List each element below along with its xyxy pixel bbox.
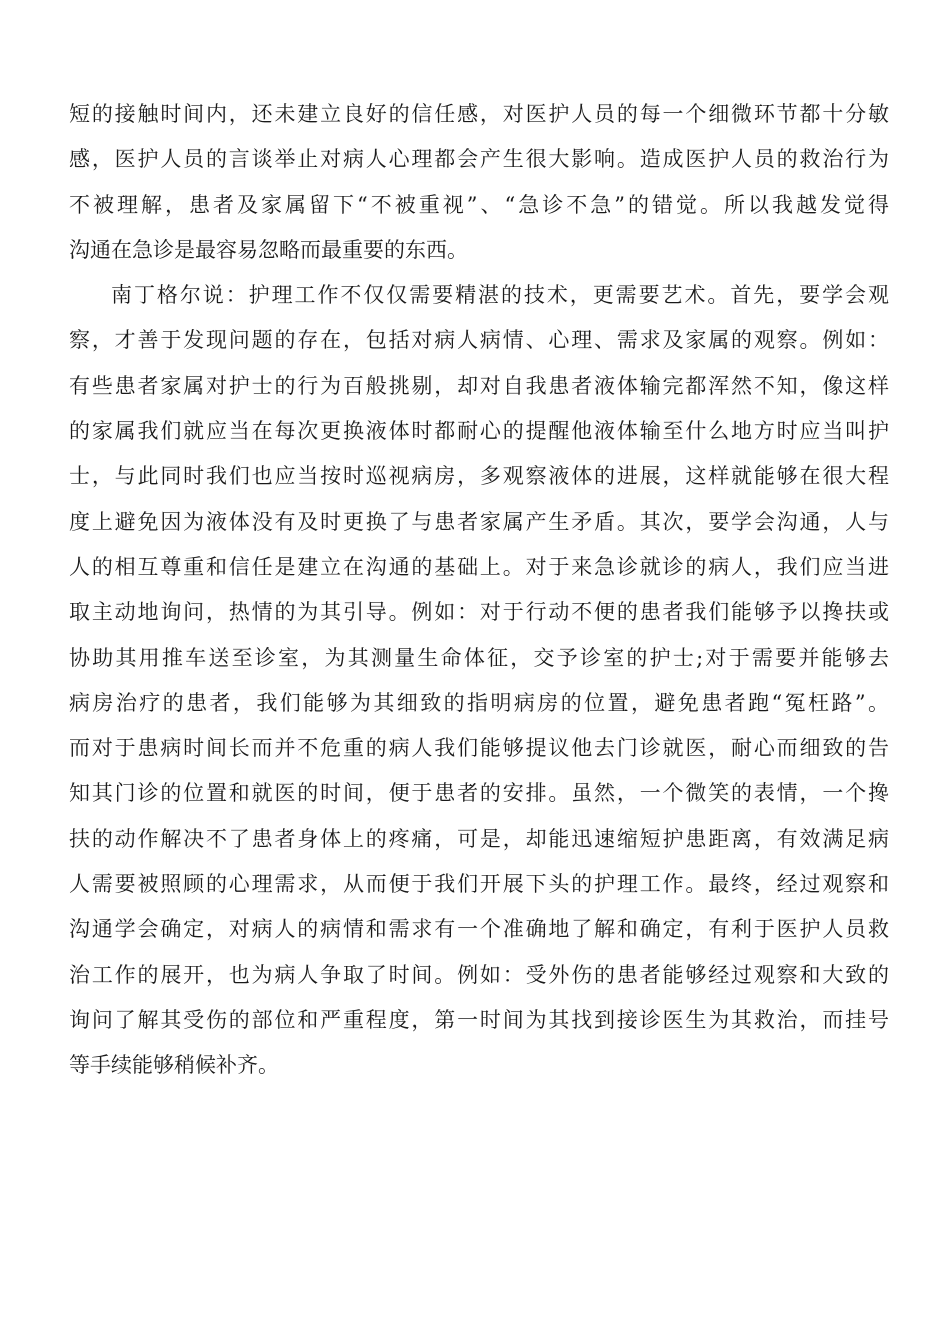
text-line: 等手续能够稍候补齐。 xyxy=(69,1053,279,1078)
text-line: 沟通在急诊是最容易忽略而最重要的东西。 xyxy=(69,237,468,262)
text-line: 感，医护人员的言谈举止对病人心理都会产生很大影响。造成医护人员的救治行为 xyxy=(69,147,889,172)
text-line: 治工作的展开，也为病人争取了时间。例如：受外伤的患者能够经过观察和大致的 xyxy=(69,962,889,987)
text-line: 南丁格尔说：护理工作不仅仅需要精湛的技术，更需要艺术。首先，要学会观 xyxy=(111,283,889,308)
text-line: 士，与此同时我们也应当按时巡视病房，多观察液体的进展，这样就能够在很大程 xyxy=(69,464,889,489)
text-line: 扶的动作解决不了患者身体上的疼痛，可是，却能迅速缩短护患距离，有效满足病 xyxy=(69,826,889,851)
text-line: 病房治疗的患者，我们能够为其细致的指明病房的位置，避免患者跑“冤枉路”。 xyxy=(69,690,889,715)
text-line: 取主动地询问，热情的为其引导。例如：对于行动不便的患者我们能够予以搀扶或 xyxy=(69,600,889,625)
text-line: 知其门诊的位置和就医的时间，便于患者的安排。虽然，一个微笑的表情，一个搀 xyxy=(69,781,889,806)
text-line: 沟通学会确定，对病人的病情和需求有一个准确地了解和确定，有利于医护人员救 xyxy=(69,917,889,942)
text-line: 而对于患病时间长而并不危重的病人我们能够提议他去门诊就医，耐心而细致的告 xyxy=(69,736,889,761)
text-line: 的家属我们就应当在每次更换液体时都耐心的提醒他液体输至什么地方时应当叫护 xyxy=(69,419,889,444)
paragraph-1 xyxy=(69,92,889,273)
document-body xyxy=(69,92,889,1089)
text-line: 有些患者家属对护士的行为百般挑剔，却对自我患者液体输完都浑然不知，像这样 xyxy=(69,373,889,398)
text-line: 询问了解其受伤的部位和严重程度，第一时间为其找到接诊医生为其救治，而挂号 xyxy=(69,1007,889,1032)
text-line: 短的接触时间内，还未建立良好的信任感，对医护人员的每一个细微环节都十分敏 xyxy=(69,102,889,126)
text-line: 人需要被照顾的心理需求，从而便于我们开展下头的护理工作。最终，经过观察和 xyxy=(69,872,889,897)
text-line: 协助其用推车送至诊室，为其测量生命体征，交予诊室的护士;对于需要并能够去 xyxy=(69,645,889,670)
text-line: 不被理解，患者及家属留下“不被重视”、“急诊不急”的错觉。所以我越发觉得 xyxy=(69,192,889,217)
paragraph-2 xyxy=(69,273,889,1088)
text-line: 人的相互尊重和信任是建立在沟通的基础上。对于来急诊就诊的病人，我们应当进 xyxy=(69,554,889,579)
text-line: 度上避免因为液体没有及时更换了与患者家属产生矛盾。其次，要学会沟通，人与 xyxy=(69,509,889,534)
text-line: 察，才善于发现问题的存在，包括对病人病情、心理、需求及家属的观察。例如： xyxy=(69,328,889,353)
